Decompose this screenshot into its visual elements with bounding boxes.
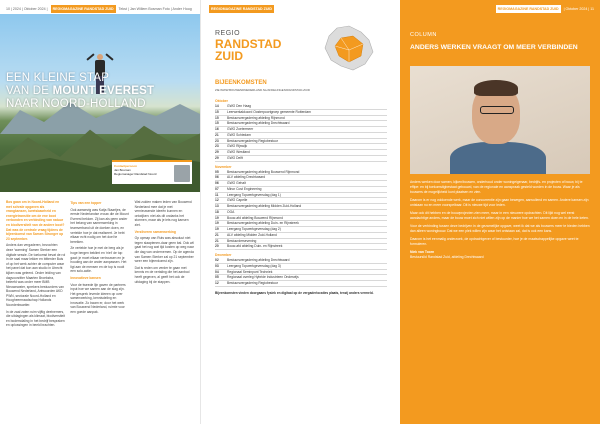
events-list [215,96,387,295]
event-name: Bestuursvergadering afdeling Duin- en Rijnstreek [227,221,299,226]
contact-box [112,160,192,184]
event-name: GWO Gehalt [227,181,246,185]
event-day: 15 [215,115,219,120]
event-day: 11 [215,192,219,197]
event-name: Bestuursvergadering afdeling Midden Zuid-Holland [227,204,302,208]
event-name: Bestuursvergadering afdeling Drechtwaard [227,258,290,262]
event-day: 06 [215,181,219,185]
event-day: 29 [215,150,219,154]
event-name: ALV afdeling Drechtwaard [227,175,266,180]
article-paragraph: Ze vertelde hoe je met de berg als je hoge bergen beklimt en 'niet' de top gaat: je moet elkaar vertrouwen en je houding aan de ander aanpassen. Het ligt aan de mensen en de top is nooit een solo-actie. [70,246,127,274]
article-paragraph: Ook aanwezig was Katja Staartjes, de eerste Nederlandse vrouw die de Mount Everest beklom. Zij kan als geen ander het belang van samenwerking in teamverband uit de doeken doen, en vertelde hoe je dat realiseert. Je hebt elkaar echt nodig om het doel te bereiken. [70,207,129,244]
event-name: Leergang Topwerkgeversdag (dag 3) [227,263,281,268]
event-day: 20 [215,244,219,249]
event-name: Bouw-afd afdeling Bouwend Rijnmond [227,215,283,220]
contact-avatar [174,165,190,182]
header-info: 10 | 2024 | Oktober 2024 | [6,7,48,11]
event-name: GWO Schiedam [227,132,251,137]
events-title: BIJEENKOMSTEN [215,80,267,86]
column-paragraph: Daarom is het eenmalig onderzoek, de opdrachtgever of bestuurder, hoe je de maatschappelijke opgave weet te formuleren. [410,237,579,246]
event-day: 15 [215,121,219,126]
event-day: 19 [215,221,219,226]
event-row [215,281,387,287]
event-day: 07 [215,186,219,191]
events-page [200,0,400,424]
event-day: 21 [215,132,219,137]
column-paragraph: Anders werken door samen, kijken/bouwen, onderhoud onder woningeigenaar, bedrijfs- en projecten of bouw, bij te effipe: en bij toekomstigbestaat gebouwd, van de regionale en aanspraak gesteld worden in de bouw. Waar je als bouwers de mogelijkheid kunt plaatsen en zien. [410,180,583,194]
event-name: GWO Den Haag [227,104,252,108]
event-name: GWO Capelle [227,198,248,203]
column-page [400,0,600,424]
article-subheading: Tips van een topper [70,201,102,205]
contact-role: Regiomanager Randstad Noord [114,172,157,176]
article-column-1 [6,200,65,418]
article-paragraph: Op opmap van Ruts was absoluut niet tegen slaaptenen-daar geen bal. Ook wil gaat het nog wat tijd kosten op weg naar die dag van ondernemen. Op de agenda van Samen Sterker zal op 21 september weer een bijeenkomst zijn. [134,236,194,264]
article-page [0,0,200,424]
event-name: GWO Delft [227,155,243,160]
event-name: Regionaal Seminpunt Techniek [227,269,273,274]
event-name: GWO Rijswijk [227,144,248,149]
column-paragraph: Voor de verbinding tussen deze bedrijven in de gezamelijke opgave, weet ik dat we als bouwers meer te bieden hebben dan alleen woningbouw. Dat we een plek willen zijn waar het ontstaan zal, dat is ook een kans. [410,224,590,233]
events-month-heading: Oktober [215,99,228,103]
event-name: Bestuursvergadering afdeling Drechtwaard [227,121,290,126]
event-row [215,156,387,162]
event-day: 06 [215,175,219,180]
event-name: Bestuursvergadering Regiobestuur [227,138,278,143]
event-name: ALV afdeling Midden Zuid-Holland [227,232,277,237]
column-body [410,180,590,260]
article-paragraph: Bos gaan om in Noord-Holland en met schrale opgaven als vrangkansen, kwetsbaarheid en energietransitie om de ene boot verbonden en verbinding van natuur en biodiversiteit van de andere boot? Dat was de centrale vraag tijdens de bijeenkomst van Samen Stronger op 23 september. [6,200,65,241]
column-title: ANDERS WERKEN VRAAGT OM MEER VERBINDEN [410,44,578,51]
article-paragraph: Anders dan vergaderen, bezochten deze 'warming' Samen Sterker een digitale sessie. De toekomst bevat de rol in de saal maar lekker en bitterder Buis of op het werk achter de computer waar het panel dat kon aan studio in Utrecht kijken was geleerd. Onder leiding van dagvoorzitter Maarten Broekstra, beleefd was onder meer BMB Nieuwewater, sprekers bestuurders van Bouwend Nederland, Antwoorden AKD PWN, sectorale Noord-Holland en Hoogheemraadschap Hollands Noorderkwartier. [6,243,66,308]
article-paragraph: In de zaal zaten ruim vijftig deelnemers, die uitdagingen als klimaat, biodiversiteit en bodemdaling in het bedrijf bespraken en oplossingen in beeld brachten. [6,309,66,328]
page-header [6,5,194,13]
events-footnote: Bijeenkomsten vinden doorgaans fysiek en digitaal op de vergaderlocaties plaats, tenzij anders vermeld. [215,290,374,295]
magazine-tag: REGIOMAGAZINE RANDSTAD ZUID [497,7,559,11]
contact-label: Contactpersoon [114,164,138,168]
events-subtitle: ZIE WWW.BOUWENDNEDERLAND.NL/AFDELINGEN/RANDSTAD-ZUID [215,88,311,92]
contact-name: Jan Bosman [114,168,131,172]
page-header [207,5,394,13]
event-row [215,244,387,250]
column-label: COLUMN [410,32,437,38]
event-name: Leergang Topwerkgeversdag (dag 1) [227,192,281,197]
event-name: OGA [227,209,235,214]
event-name: Minor Cost Engineering [227,186,262,191]
event-day: 05 [215,169,219,174]
article-paragraph: Wat zulden maken leden van Bouwend Nederland mee dat je met vernieuwende ideeën kunnen en ontwijken: niet als dit ondanks het stormen, maar als je iets nog kansen ziet. [134,200,192,227]
event-day: 03 [215,263,219,268]
article-subheading: Innovatieve kansen [70,275,101,280]
event-day: 18 [215,209,219,214]
magazine-tag: REGIOMAGAZINE RANDSTAD ZUID [211,7,273,11]
article-paragraph: Dat is reden om verder te gaan met kennis en de vertaling die het aanbod heeft gegeven, al geeft het ook de uitdaging bij de stappen. [134,265,190,284]
author-signature: Niek van Toorn [410,250,435,254]
event-name: Bestuursvergadering afdeling Bouwend Rijnmond [227,169,300,174]
column-paragraph: Daarom is er nog voldoende werk, maar de concurrentie zijn gaan bewegen, aanvullend en samen. Andere kansen zijn ontstaan nu en meer voorspelbaar. Dit is nieuwe tijd voor leden. [410,198,589,207]
event-day: 02 [215,258,219,262]
author-portrait [410,66,590,174]
article-headline: EEN KLEINE STAP VAN DE MOUNT EVEREST NAAR NOORD-HOLLAND [6,72,155,110]
event-day: 23 [215,144,219,149]
event-name: Bestuursvergadering Regiobestuur [227,281,278,285]
event-day: 21 [215,232,219,237]
event-day: 04 [215,269,219,274]
event-name: Bestuurdersevening [227,238,257,243]
event-day: 15 [215,109,219,114]
event-day: 19 [215,227,219,231]
event-day: 05 [215,275,219,280]
event-day: 14 [215,104,219,108]
page-header [406,5,594,13]
event-day: 29 [215,155,219,160]
hero-photo [0,14,200,192]
event-name: Regionaal overleg Hybride Industrieen Onderwijs [227,275,299,280]
region-map-icon [319,24,377,72]
event-day: 19 [215,215,219,220]
article-paragraph: Voor de tweede lijn gaven de partners input hoe we samen aan de slag zijn. Het gesprek leverde ideeen op over samenwerking, kennisdeling en innovatie. Zo kwam er, door het werk van Bouwend Nederland, ruimte voor een goede aanpak. [70,282,126,315]
event-day: 21 [215,238,219,243]
events-month-heading: December [215,253,232,257]
events-month-heading: November [215,164,232,169]
author-role: Bestuurslid Randstad Zuid, afdeling Drechtwaard [410,255,484,259]
article-column-2 [70,200,129,418]
event-name: GWO Zoetermeer [227,127,254,131]
event-name: GWO Westland [227,150,250,154]
event-day: 12 [215,281,219,285]
event-day: 13 [215,204,219,208]
article-column-3 [135,200,194,418]
event-name: Bestuursvergadering afdeling Rijnmond [227,115,285,120]
event-day: 23 [215,138,219,143]
column-paragraph: Maar ook dit hebben en de bouwprojecten zien meer, maar in een nieuwere opdrachten. Dit lijkt nog wel eerst aandachtige anders, maar de bouw moet zich niet willen zijn op de manier hoe we het samen doen en in de hele keten. [410,211,589,220]
event-name: Leerwerkakkoord Oosterpoortgroep gemeente Rotterdam [227,109,311,114]
article-subheading: Verzilveren samenwerking [134,229,176,234]
event-day: 16 [215,127,219,131]
event-day: 12 [215,198,219,203]
header-credits: Tekst | Jan Willem Bosman Foto | Ander Hoog [118,7,192,11]
article-body [6,200,194,418]
region-logo: REGIO RANDSTAD ZUID [215,30,282,63]
magazine-tag: REGIOMAGAZINE RANDSTAD ZUID [52,7,114,11]
header-page-info: | Oktober 2024 | 11 [563,7,594,11]
event-name: Bouw-afd afdeling Duin- en Rijnstreek [227,244,283,249]
event-name: Leergang Topwerkgeversdag (dag 2) [227,227,281,231]
